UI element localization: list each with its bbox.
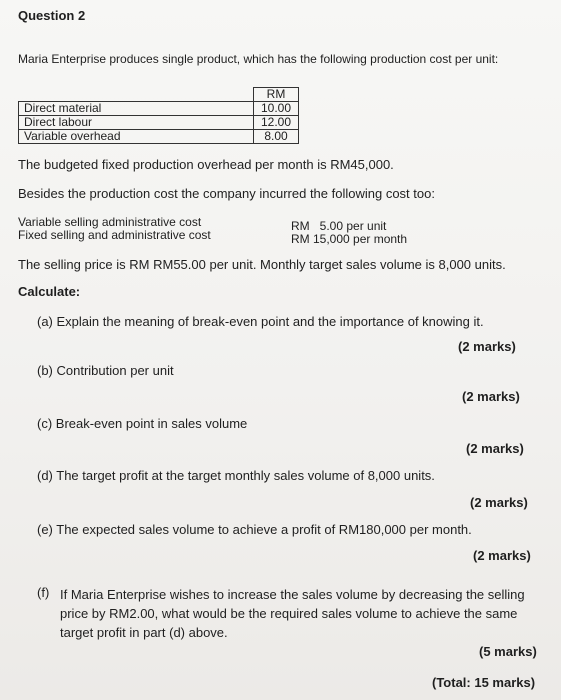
- question-d: (d) The target profit at the target monthly sales volume of 8,000 units.: [37, 468, 435, 483]
- question-b: (b) Contribution per unit: [37, 363, 174, 378]
- table-header-row: [19, 88, 299, 102]
- table-row: [19, 116, 299, 130]
- total-marks: (Total: 15 marks): [432, 675, 536, 690]
- production-cost-table: [18, 87, 299, 144]
- other-cost-value: RM 15,000 per month: [291, 232, 408, 246]
- question-f-label: (f): [37, 585, 50, 600]
- marks-d: (2 marks): [470, 495, 528, 510]
- question-title: Question 2: [18, 8, 86, 23]
- marks-e: (2 marks): [473, 548, 531, 563]
- intro-text: Maria Enterprise produces single product, which has the following production cost per unit:: [18, 52, 499, 66]
- question-c: (c) Break-even point in sales volume: [37, 416, 248, 431]
- fixed-overhead-line: The budgeted fixed production overhead per month is RM45,000.: [18, 157, 394, 172]
- other-costs-labels: [18, 216, 211, 242]
- other-cost-label: Fixed selling and administrative cost: [18, 228, 211, 242]
- question-e: (e) The expected sales volume to achieve a profit of RM180,000 per month.: [37, 522, 472, 537]
- other-costs-values: [291, 220, 407, 246]
- table-row: [19, 130, 299, 144]
- marks-b: (2 marks): [462, 389, 520, 404]
- cost-value: 8.00: [254, 130, 299, 144]
- cost-label: Direct material: [19, 102, 254, 116]
- calculate-label: Calculate:: [18, 284, 81, 299]
- besides-line: Besides the production cost the company incurred the following cost too:: [18, 186, 435, 201]
- other-cost-label: Variable selling administrative cost: [18, 215, 202, 229]
- other-cost-value: RM 5.00 per unit: [291, 219, 387, 233]
- cost-label: Variable overhead: [19, 130, 254, 144]
- cost-value: 10.00: [254, 102, 299, 116]
- table-header-rm: RM: [254, 88, 299, 102]
- question-f: If Maria Enterprise wishes to increase the sales volume by decreasing the selling price by RM2.00, what would be the required sales volume to achieve the same target profit in part (d) above.: [60, 587, 525, 640]
- question-a: (a) Explain the meaning of break-even point and the importance of knowing it.: [37, 314, 484, 329]
- selling-price-line: The selling price is RM RM55.00 per unit. Monthly target sales volume is 8,000 units.: [18, 257, 506, 272]
- marks-f: (5 marks): [479, 644, 537, 659]
- cost-value: 12.00: [254, 116, 299, 130]
- marks-a: (2 marks): [458, 339, 516, 354]
- table-row: [19, 102, 299, 116]
- marks-c: (2 marks): [466, 441, 524, 456]
- table-header-blank: [19, 88, 254, 102]
- cost-label: Direct labour: [19, 116, 254, 130]
